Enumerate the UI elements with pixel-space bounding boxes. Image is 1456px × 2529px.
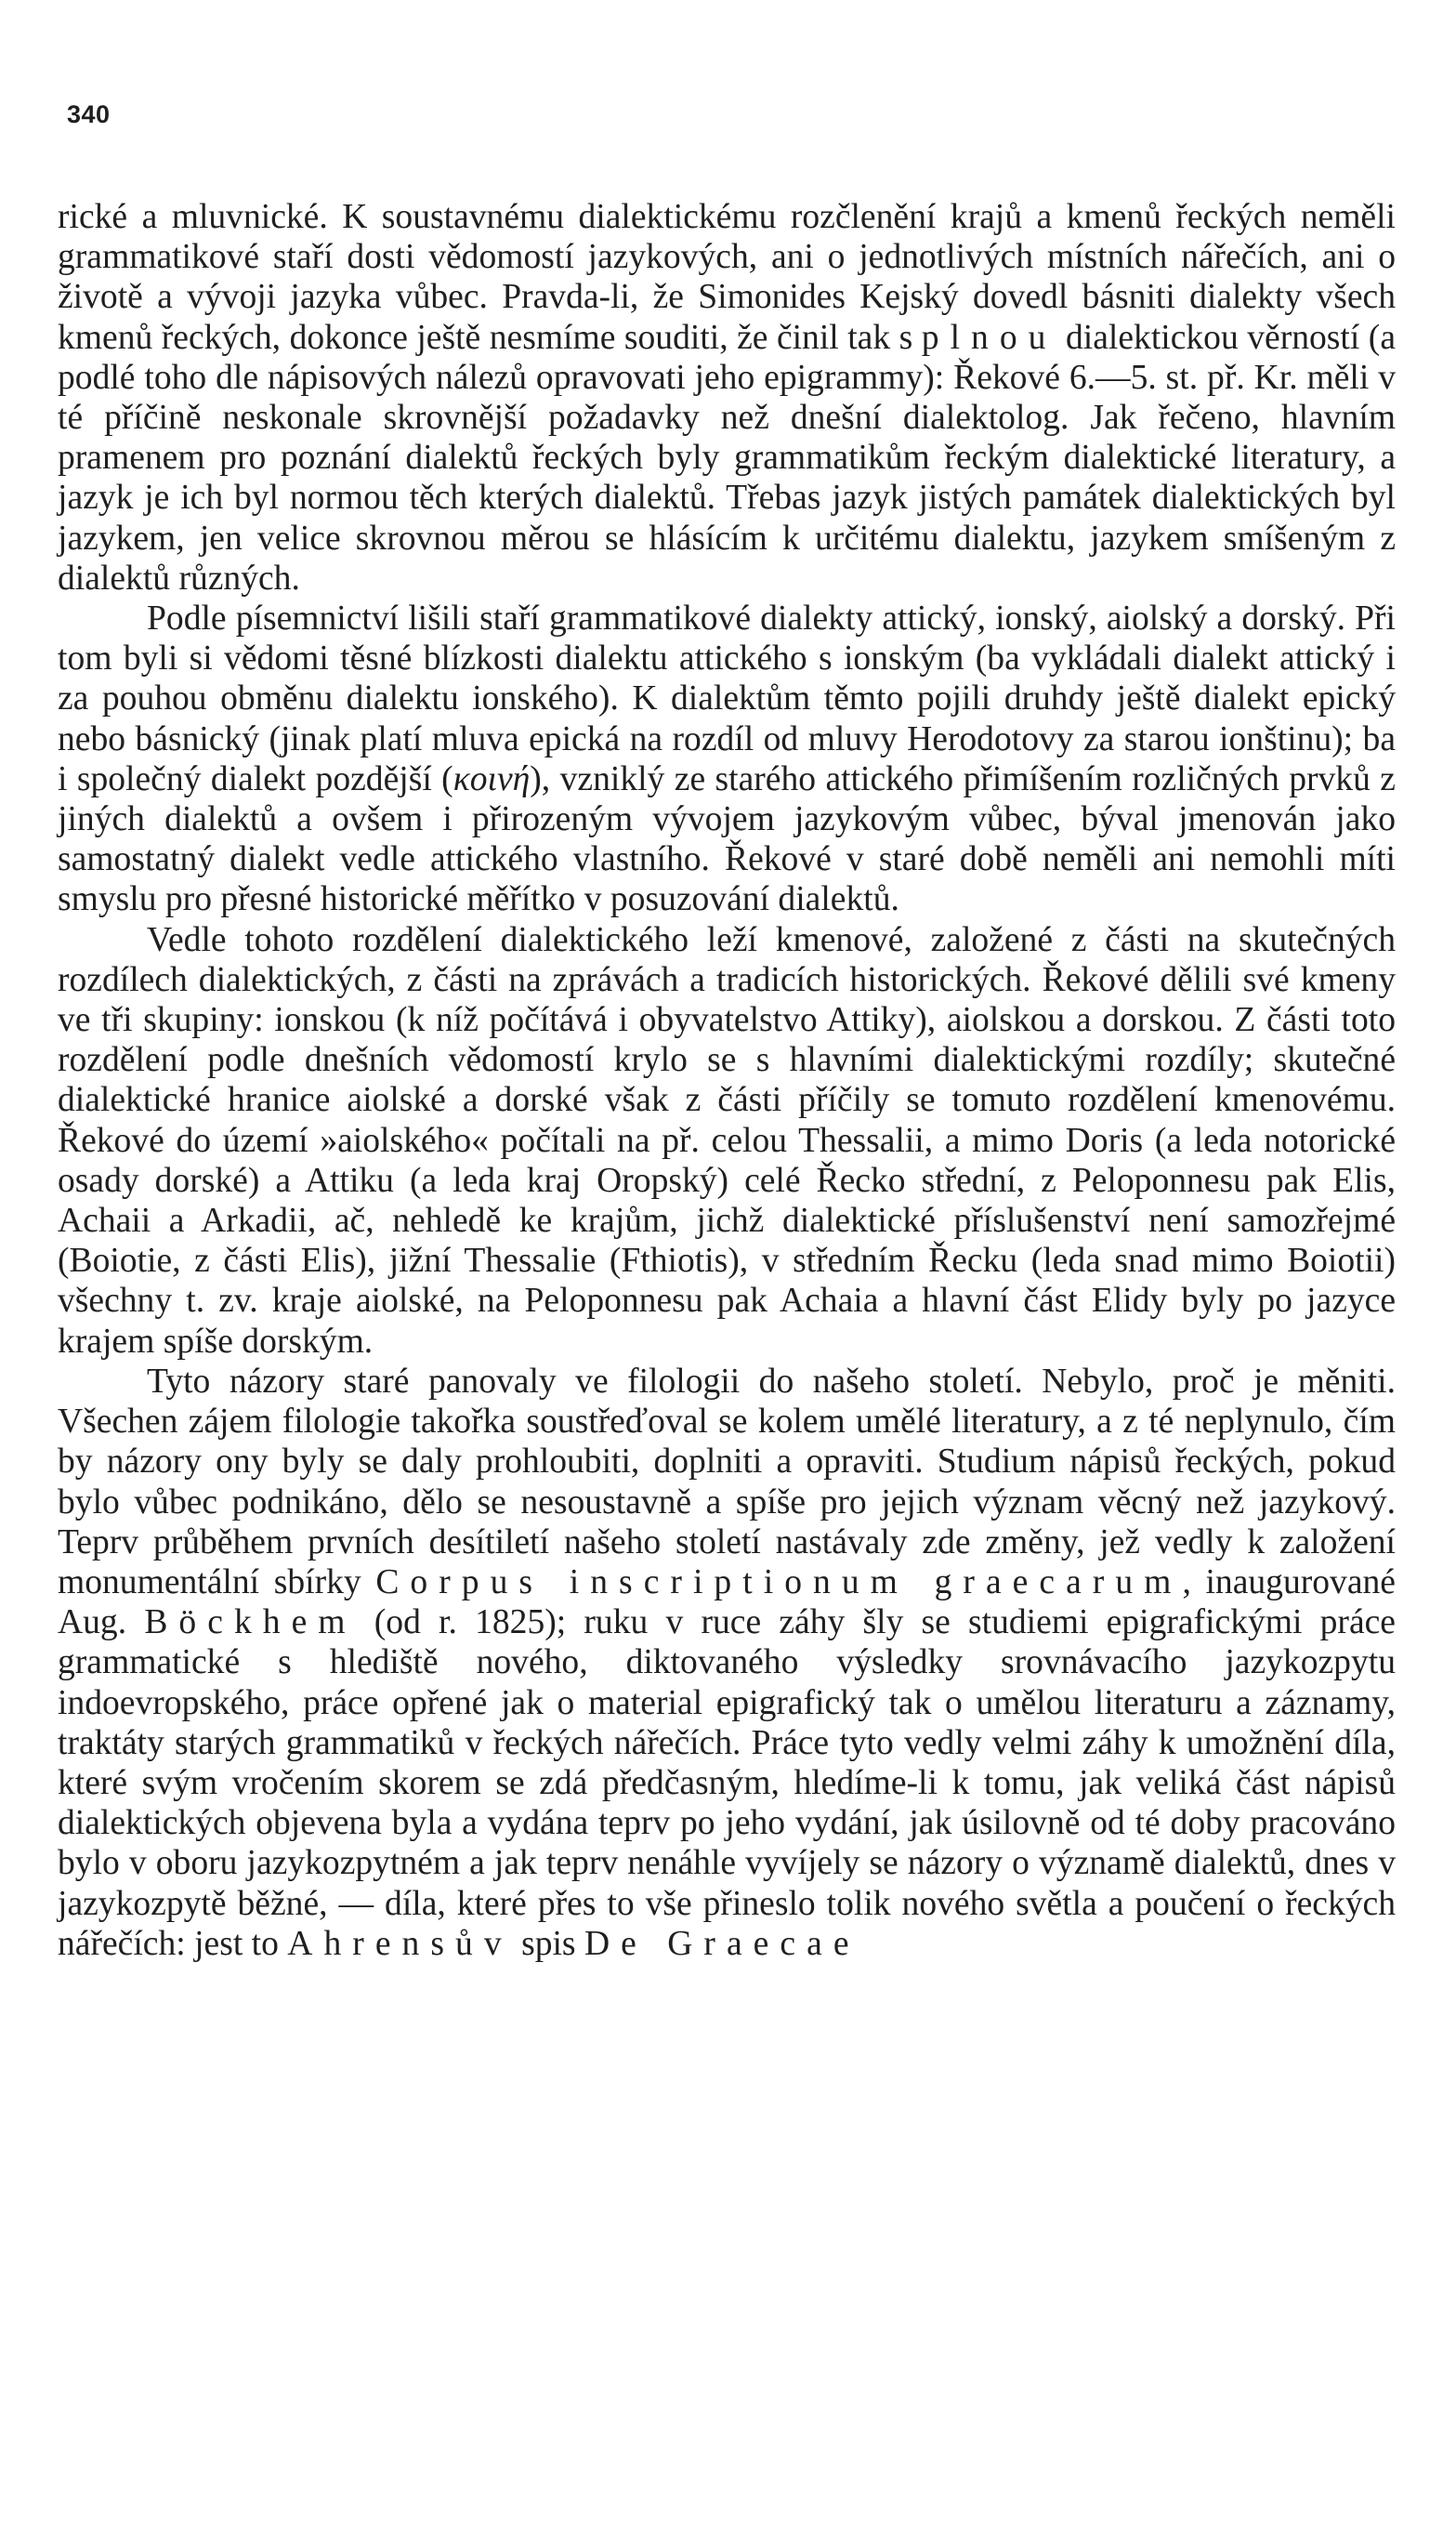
body-text <box>58 197 1396 1964</box>
text-run: dialektickou věrností (a podlé toho dle nápisových nálezů opravovati jeho epigrammy): Řekové 6.—5. st. př. Kr. měli v té příčině neskonale skrovnější požadavky než dnešní dialektolog. Jak řečeno, hlavním pramenem pro poznání dialektů řeckých byly grammatikům řeckým dialektické literatury, a jazyk je ich byl normou těch kterých dialektů. Třebas jazyk jistých památek dialektických byl jazykem, jen velice skrovnou měrou se hlásícím k určitému dialektu, jazykem smíšeným z dialektů různých. <box>58 318 1396 598</box>
paragraph-2 <box>58 599 1396 920</box>
spaced-emphasis: plnou <box>921 318 1057 357</box>
spaced-emphasis: Ahrensův <box>287 1924 513 1963</box>
text-run: ), vzniklý ze starého attického přimíšením rozličných prvků z jiných dialektů a ovšem i přirozeným vývojem jazykovým vůbec, býval jmenován jako samostatný dialekt vedle attického vlastního. Řekové v staré době neměli ani nemohli míti smyslu pro přesné historické měřítko v posuzování dialektů. <box>58 759 1396 919</box>
text-run: rické a mluvnické. K soustavnému dialektickému rozčlenění krajů a kmenů řeckých neměli grammatikové staří dosti vědomostí jazykových, ani o jednotlivých místních nářečích, ani o životě a vývoji jazyka vůbec. Pravda-li, že Simonides Kejský dovedl básniti dialekty všech kmenů řeckých, dokonce ještě nesmíme souditi, že činil tak s <box>58 198 1396 357</box>
text-run: Podle písemnictví lišili staří grammatikové dialekty attický, ionský, aiolský a dorský. Při tom byli si vědomi těsné blízkosti dialektu attického s ionským (ba vykládali dialekt attický i za pouhou obměnu dialektu ionského). K dialektům těmto pojili druhdy ještě dialekt epický nebo básnický (jinak platí mluva epická na rozdíl od mluvy Herodotovy za starou ionštinu); ba i společný dialekt pozdější ( <box>58 599 1396 798</box>
spaced-emphasis: Böckhem <box>144 1603 357 1642</box>
spaced-emphasis: Corpus inscriptionum graecarum <box>375 1562 1183 1601</box>
text-run: Vedle tohoto rozdělení dialektického leží kmenové, založené z části na skutečných rozdílech dialektických, z části na zprávách a tradicích historických. Řekové dělili své kmeny ve tři skupiny: ionskou (k níž počítává i obyvatelstvo Attiky), aiolskou a dorskou. Z části toto rozdělení podle dnešních vědomostí krylo se s hlavními dialektickými rozdíly; skutečné dialektické hranice aiolské a dorské však z části příčily se tomuto rozdělení kmenovému. Řekové do území »aiolského« počítali na př. celou Thessalii, a mimo Doris (a leda notorické osady dorské) a Attiku (a leda kraj Oropský) celé Řecko střední, z Peloponnesu pak Elis, Achaii a Arkadii, ač, nehledě ke krajům, jichž dialektické příslušenství není samozřejmé (Boiotie, z části Elis), jižní Thessalie (Fthiotis), v středním Řecku (leda snad mimo Boiotii) všechny t. zv. kraje aiolské, na Peloponnesu pak Achaia a hlavní část Elidy byly po jazyce krajem spíše dorským. <box>58 920 1396 1361</box>
paragraph-3 <box>58 920 1396 1362</box>
paragraph-1 <box>58 197 1396 599</box>
greek-term: κοινή <box>453 759 531 798</box>
page-number: 340 <box>67 100 111 128</box>
text-run: Tyto názory staré panovaly ve filologii do našeho století. Nebylo, proč je měniti. Všechen zájem filologie takořka soustřeďoval se kolem umělé literatury, a z té neplynulo, čím by názory ony byly se daly prohloubiti, doplniti a opraviti. Studium nápisů řeckých, pokud bylo vůbec podnikáno, dělo se nesoustavně a spíše pro jejich význam věcný než jazykový. Teprv průběhem prvních desítiletí našeho století nastávaly zde změny, jež vedly k založení monumentální sbírky <box>58 1362 1396 1601</box>
text-run: , inaugurované Aug. <box>58 1562 1396 1642</box>
paragraph-4 <box>58 1362 1396 1964</box>
text-run: (od r. 1825); ruku v ruce záhy šly se studiemi epigrafickými práce grammatické s hlediště nového, diktovaného výsledky srovnávacího jazykozpytu indoevropského, práce opřené jak o material epigrafický tak o umělou literaturu a záznamy, traktáty starých grammatiků v řeckých nářečích. Práce tyto vedly velmi záhy k umožnění díla, které svým vročením skorem se zdá předčasným, hledíme-li k tomu, jak veliká část nápisů dialektických objevena byla a vydána teprv po jeho vydání, jak úsilovně od té doby pracováno bylo v oboru jazykozpytném a jak teprv nenáhle vyvíjely se názory o významě dialektů, dnes v jazykozpytě běžné, — díla, které přes to vše přineslo tolik nového světla a poučení o řeckých nářečích: jest to <box>58 1603 1396 1963</box>
text-run: spis <box>512 1924 584 1963</box>
spaced-emphasis: De Graecae <box>584 1924 860 1963</box>
